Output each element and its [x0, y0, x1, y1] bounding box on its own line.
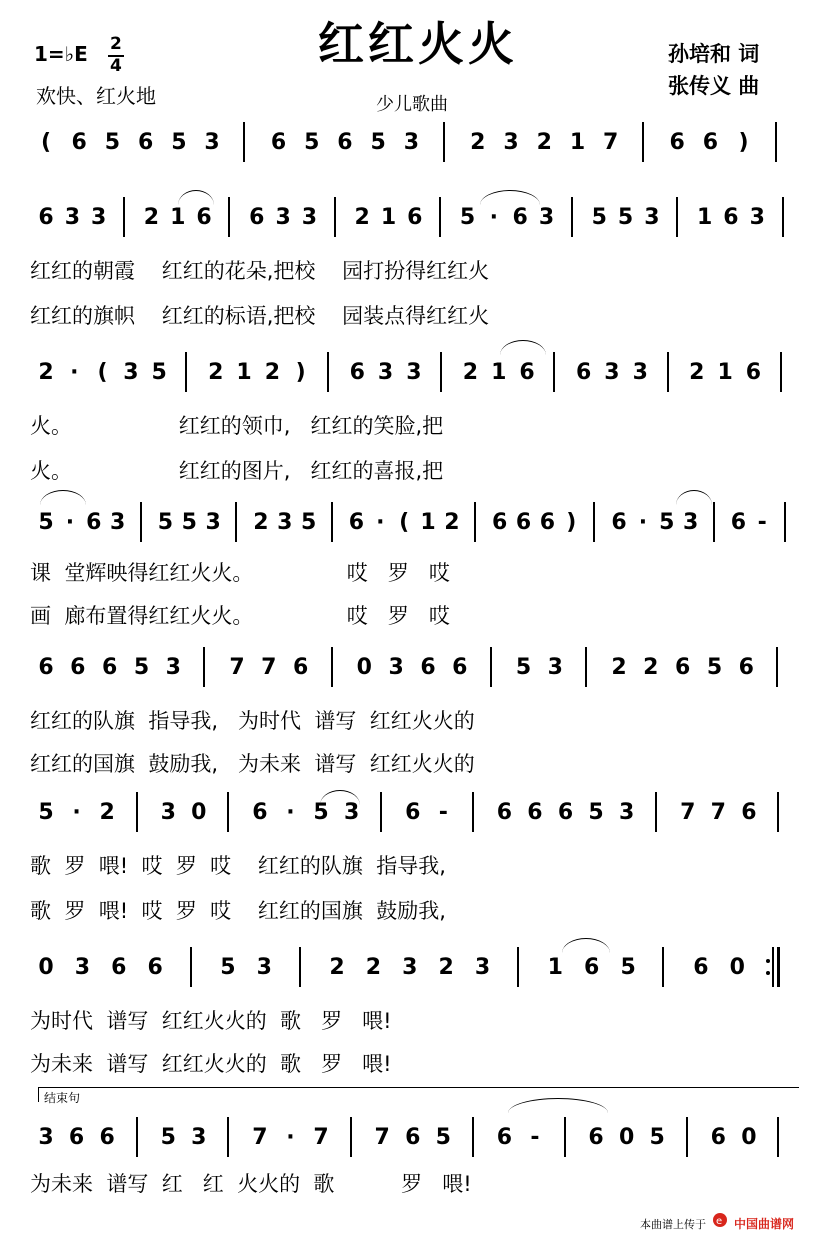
note: 3	[388, 655, 404, 680]
time-signature-bottom: 4	[110, 56, 122, 76]
note: 7	[603, 130, 619, 155]
barline	[593, 502, 595, 542]
barline	[777, 792, 779, 832]
composer-credit: 张传义 曲	[668, 74, 760, 98]
note: 1	[491, 360, 507, 385]
note: 5	[104, 130, 121, 155]
note: 5	[171, 130, 187, 155]
barline	[136, 792, 138, 832]
barline	[564, 1117, 566, 1157]
note: 6	[86, 510, 102, 535]
note: 3	[749, 205, 765, 230]
barline	[334, 197, 336, 237]
lyrics-verse-1: 为未来 谱写 红 红 火火的 歌 罗 喂!	[30, 1172, 472, 1196]
note: 6	[702, 130, 718, 155]
slur-mark	[500, 340, 546, 355]
note: 3	[74, 955, 91, 980]
note: 3	[644, 205, 660, 230]
barline	[331, 502, 333, 542]
note: 5	[38, 510, 54, 535]
lyrics-verse-2: 红红的旗帜 红红的标语,把校 园装点得红红火	[30, 304, 490, 328]
note: 5	[313, 800, 329, 825]
note: 3	[38, 1125, 54, 1150]
note: 6	[405, 800, 421, 825]
note: 7	[680, 800, 696, 825]
note: 7	[229, 655, 245, 680]
note: 6	[405, 1125, 421, 1150]
note: 3	[277, 510, 293, 535]
barline	[784, 502, 786, 542]
barline	[472, 792, 474, 832]
note: 3	[403, 130, 420, 155]
barline	[472, 1117, 474, 1157]
note: 6	[496, 1125, 513, 1150]
note: 6	[738, 655, 754, 680]
note: 3	[474, 955, 491, 980]
note: 3	[191, 1125, 207, 1150]
barline	[350, 1117, 352, 1157]
note: 2	[462, 360, 479, 385]
note: 6	[452, 655, 468, 680]
note: 3	[204, 130, 220, 155]
barline	[642, 122, 644, 162]
note: 3	[205, 510, 221, 535]
barline	[655, 792, 657, 832]
site-logo-icon	[712, 1212, 732, 1228]
note: 6	[38, 205, 54, 230]
repeat-dot	[766, 971, 770, 975]
note: 0	[741, 1125, 757, 1150]
key-signature: 1=♭E	[34, 42, 88, 66]
note: 1	[569, 130, 586, 155]
barline	[299, 947, 301, 987]
note: 5	[588, 800, 604, 825]
barline	[327, 352, 329, 392]
note: 5	[706, 655, 723, 680]
time-signature-top: 2	[110, 34, 122, 54]
note: 3	[402, 955, 418, 980]
barline	[443, 122, 445, 162]
note: 1	[547, 955, 563, 980]
barline	[439, 197, 441, 237]
barline	[780, 352, 782, 392]
note: ·	[376, 510, 385, 535]
barline	[553, 352, 555, 392]
note: 1	[380, 205, 397, 230]
note: ·	[65, 510, 75, 535]
note: 1	[170, 205, 186, 230]
note: 1	[717, 360, 733, 385]
lyrics-verse-1: 火。 红红的领巾, 红红的笑脸,把	[30, 414, 444, 438]
barline	[517, 947, 519, 987]
note: 0	[618, 1125, 635, 1150]
note: 3	[123, 360, 139, 385]
note: 5	[220, 955, 236, 980]
note: 6	[669, 130, 685, 155]
note: 6	[584, 955, 600, 980]
note: 6	[196, 205, 212, 230]
note: 5	[591, 205, 607, 230]
note: ·	[286, 1125, 295, 1150]
lyrics-verse-2: 画 廊布置得红红火火。 哎 罗 哎	[30, 604, 450, 628]
note: 3	[503, 130, 519, 155]
note: -	[757, 510, 767, 535]
note: )	[566, 510, 577, 535]
note: 5	[649, 1125, 665, 1150]
upload-note: 本曲谱上传于	[640, 1218, 706, 1231]
note: 3	[618, 800, 635, 825]
lyrics-verse-1: 歌 罗 喂! 哎 罗 哎 红红的队旗 指导我,	[30, 854, 446, 878]
note: 6	[270, 130, 287, 155]
note: 6	[348, 510, 365, 535]
note: 6	[575, 360, 592, 385]
lyrics-verse-2: 歌 罗 喂! 哎 罗 哎 红红的国旗 鼓励我,	[30, 899, 446, 923]
note: 3	[91, 205, 107, 230]
slur-mark	[480, 190, 540, 205]
lyrics-verse-1: 课 堂辉映得红红火火。 哎 罗 哎	[30, 561, 450, 585]
note: 1	[236, 360, 252, 385]
lyrics-verse-2: 红红的国旗 鼓励我, 为未来 谱写 红红火火的	[30, 752, 475, 776]
note: 3	[343, 800, 360, 825]
site-name: 中国曲谱网	[734, 1217, 795, 1231]
lyrics-verse-1: 红红的朝霞 红红的花朵,把校 园打扮得红红火	[30, 259, 490, 283]
note: 2	[253, 510, 269, 535]
note: 5	[160, 1125, 176, 1150]
note: 5	[370, 130, 386, 155]
tempo-marking: 欢快、红火地	[36, 84, 156, 108]
barline	[775, 122, 777, 162]
note: 6	[515, 510, 532, 535]
note: 6	[675, 655, 691, 680]
note: 6	[730, 510, 747, 535]
note: 6	[38, 655, 54, 680]
svg-text:e: e	[716, 1216, 723, 1227]
note: )	[738, 130, 749, 155]
note: 6	[539, 510, 556, 535]
note: 0	[191, 800, 207, 825]
note: 2	[143, 205, 160, 230]
note: 6	[693, 955, 709, 980]
note: 6	[527, 800, 543, 825]
barline	[713, 502, 715, 542]
repeat-barline-thick	[777, 947, 781, 987]
note: 2	[470, 130, 486, 155]
note: 2	[264, 360, 281, 385]
ending-label: 结束句	[44, 1091, 81, 1105]
note: 5	[459, 205, 476, 230]
slur-mark	[320, 790, 360, 805]
note: 6	[741, 800, 757, 825]
note: 3	[538, 205, 555, 230]
note: 6	[99, 1125, 115, 1150]
barline	[331, 647, 333, 687]
lyrics-verse-1: 为时代 谱写 红红火火的 歌 罗 喂!	[30, 1009, 392, 1033]
barline	[782, 197, 784, 237]
note: 3	[301, 205, 318, 230]
note: (	[399, 510, 410, 535]
note: 0	[729, 955, 745, 980]
note: 6	[137, 130, 154, 155]
barline	[227, 1117, 229, 1157]
barline	[667, 352, 669, 392]
barline	[777, 1117, 779, 1157]
note: 6	[102, 655, 118, 680]
note: 6	[337, 130, 353, 155]
barline	[123, 197, 125, 237]
note: 3	[406, 360, 422, 385]
note: 2	[438, 955, 454, 980]
note: 5	[133, 655, 150, 680]
note: ·	[638, 510, 648, 535]
note: 6	[745, 360, 762, 385]
note: 6	[293, 655, 309, 680]
note: )	[295, 360, 306, 385]
note: 3	[109, 510, 126, 535]
note: (	[40, 130, 52, 155]
note: 6	[611, 510, 627, 535]
note: 6	[710, 1125, 726, 1150]
note: ·	[70, 360, 79, 385]
note: 7	[252, 1125, 268, 1150]
note: 2	[365, 955, 382, 980]
barline	[140, 502, 142, 542]
ending-bracket	[38, 1087, 799, 1102]
note: 6	[491, 510, 508, 535]
slur-mark	[676, 490, 712, 505]
note: 6	[519, 360, 535, 385]
note: 5	[38, 800, 54, 825]
note: 1	[696, 205, 713, 230]
note: -	[530, 1125, 540, 1150]
note: 5	[304, 130, 320, 155]
note: 2	[329, 955, 345, 980]
note: (	[97, 360, 108, 385]
note: 3	[256, 955, 272, 980]
note: 3	[682, 510, 699, 535]
note: 6	[588, 1125, 604, 1150]
slur-mark	[562, 938, 610, 953]
note: 6	[407, 205, 423, 230]
note: 5	[151, 360, 167, 385]
note: 7	[313, 1125, 329, 1150]
barline	[686, 1117, 688, 1157]
barline	[185, 352, 187, 392]
note: ·	[286, 800, 295, 825]
note: 3	[275, 205, 291, 230]
note: 6	[70, 655, 86, 680]
barline	[571, 197, 573, 237]
repeat-dot	[766, 959, 770, 963]
slur-mark	[178, 190, 214, 205]
barline	[227, 792, 229, 832]
note: 5	[620, 955, 636, 980]
barline	[676, 197, 678, 237]
note: 6	[249, 205, 265, 230]
barline	[490, 647, 492, 687]
barline	[585, 647, 587, 687]
note: 2	[354, 205, 370, 230]
barline	[228, 197, 230, 237]
note: 2	[208, 360, 224, 385]
note: 6	[252, 800, 268, 825]
note: 7	[374, 1125, 390, 1150]
note: 3	[547, 655, 563, 680]
note: ·	[489, 205, 499, 230]
barline	[776, 647, 778, 687]
barline	[203, 647, 205, 687]
note: 2	[99, 800, 115, 825]
barline	[243, 122, 245, 162]
song-title: 红红火火	[318, 17, 518, 71]
barline	[474, 502, 476, 542]
barline	[440, 352, 442, 392]
note: 6	[420, 655, 436, 680]
note: 6	[349, 360, 365, 385]
note: 7	[710, 800, 726, 825]
note: 0	[38, 955, 54, 980]
note: 6	[496, 800, 513, 825]
note: 3	[160, 800, 176, 825]
barline	[662, 947, 664, 987]
note: 2	[536, 130, 552, 155]
note: 5	[659, 510, 675, 535]
note: 5	[617, 205, 634, 230]
note: 6	[68, 1125, 85, 1150]
lyrics-verse-2: 为未来 谱写 红红火火的 歌 罗 喂!	[30, 1052, 392, 1076]
note: 1	[420, 510, 436, 535]
note: 6	[111, 955, 127, 980]
note: 2	[611, 655, 627, 680]
note: 5	[157, 510, 174, 535]
note: 5	[181, 510, 197, 535]
barline	[190, 947, 192, 987]
note: 3	[64, 205, 80, 230]
note: 2	[444, 510, 460, 535]
note: 6	[147, 955, 163, 980]
lyrics-verse-2: 火。 红红的图片, 红红的喜报,把	[30, 459, 444, 483]
lyricist-credit: 孙培和 词	[668, 42, 760, 66]
note: 2	[38, 360, 54, 385]
note: 6	[557, 800, 574, 825]
note: 3	[377, 360, 394, 385]
barline	[136, 1117, 138, 1157]
note: 7	[261, 655, 277, 680]
note: 5	[435, 1125, 451, 1150]
note: 6	[71, 130, 87, 155]
note: 6	[512, 205, 528, 230]
note: ·	[72, 800, 81, 825]
slur-mark	[40, 490, 86, 505]
lyrics-verse-1: 红红的队旗 指导我, 为时代 谱写 红红火火的	[30, 709, 475, 733]
note: 5	[515, 655, 532, 680]
barline	[235, 502, 237, 542]
repeat-barline	[772, 947, 774, 987]
note: 5	[300, 510, 317, 535]
subtitle: 少儿歌曲	[376, 94, 448, 115]
note: 2	[689, 360, 705, 385]
note: 3	[632, 360, 648, 385]
note: 2	[643, 655, 659, 680]
note: -	[438, 800, 448, 825]
note: 6	[723, 205, 739, 230]
note: 0	[356, 655, 372, 680]
barline	[380, 792, 382, 832]
note: 3	[604, 360, 620, 385]
note: 3	[165, 655, 181, 680]
